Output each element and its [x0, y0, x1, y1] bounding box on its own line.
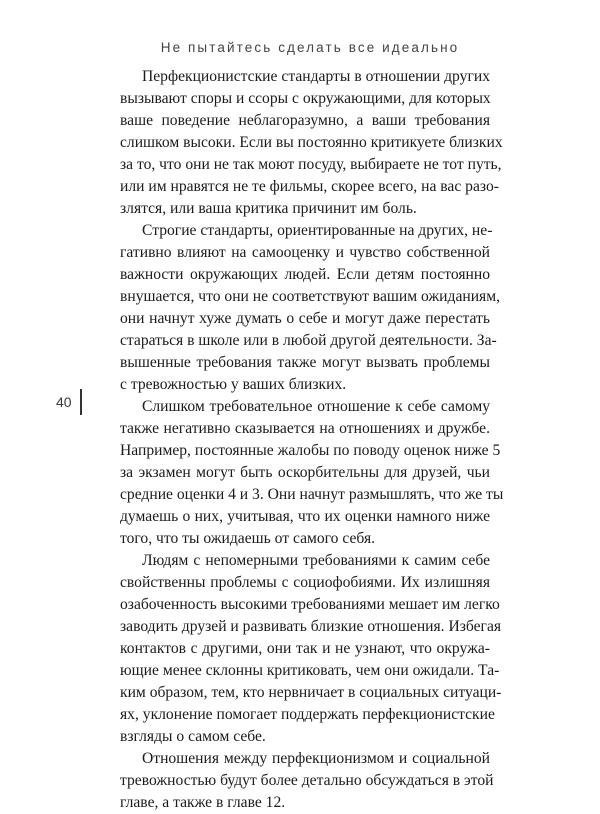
text-line: Перфекционистские стандарты в отношении других: [142, 68, 490, 85]
text-line: главе, а также в главе 12.: [120, 794, 286, 811]
text-line: ваше поведение неблагоразумно, а ваши требования: [120, 112, 490, 129]
text-line: Слишком требовательное отношение к себе самому: [142, 398, 490, 415]
text-line: взгляды о самом себе.: [120, 728, 266, 745]
text-line: гативно влияют на самооценку и чувство собственной: [120, 244, 490, 261]
page-number: 40: [56, 394, 72, 410]
text-line: внушается, что они не соответствуют вашим ожиданиям,: [120, 288, 500, 305]
paragraph: [120, 220, 500, 396]
text-line: контактов с другими, они так и не узнают, что окружа-: [120, 640, 490, 657]
text-line: Строгие стандарты, ориентированные на других, не-: [142, 222, 493, 239]
text-line: ким образом, тем, кто нервничает в социальных ситуаци-: [120, 684, 502, 701]
paragraph: [120, 396, 504, 550]
text-line: или им нравятся не те фильмы, скорее всего, на вас разо-: [120, 178, 499, 195]
text-line: заводить друзей и развивать близкие отношения. Избегая: [120, 618, 502, 635]
text-line: важности окружающих людей. Если детям постоянно: [120, 266, 490, 283]
text-line: за то, что они не так моют посуду, выбираете не тот путь,: [120, 156, 502, 173]
text-line: свойственны проблемы с социофобиями. Их излишняя: [120, 574, 490, 591]
text-line: средние оценки 4 и 3. Они начнут размышлять, что же ты: [120, 486, 504, 503]
text-line: также негативно сказывается на отношениях и дружбе.: [120, 420, 490, 437]
page-number-bar: [80, 389, 82, 415]
text-line: злятся, или ваша критика причинит им боль.: [120, 200, 417, 217]
paragraph: [120, 748, 494, 814]
paragraph: [120, 550, 502, 748]
text-line: ях, уклонение помогает поддержать перфекционистские: [120, 706, 495, 723]
running-head: Не пытайтесь сделать все идеально: [160, 40, 460, 55]
text-line: за экзамен могут быть оскорбительны для друзей, чьи: [120, 464, 490, 481]
text-line: Отношения между перфекционизмом и социальной: [142, 750, 490, 767]
text-line: думаешь о них, учитывая, что их оценки намного ниже: [120, 508, 490, 525]
text-line: стараться в школе или в любой другой деятельности. За-: [120, 332, 497, 349]
text-line: они начнут хуже думать о себе и могут даже перестать: [120, 310, 490, 327]
text-line: Людям с непомерными требованиями к самим себе: [142, 552, 490, 569]
text-line: вышенные требования также могут вызвать проблемы: [120, 354, 490, 371]
body-text: [120, 66, 504, 814]
text-line: слишком высоки. Если вы постоянно критикуете близких: [120, 134, 503, 151]
text-line: тревожностью будут более детально обсуждаться в этой: [120, 772, 494, 789]
text-line: вызывают споры и ссоры с окружающими, для которых: [120, 90, 491, 107]
text-line: Например, постоянные жалобы по поводу оценок ниже 5: [120, 442, 501, 459]
text-line: озабоченность высокими требованиями мешает им легко: [120, 596, 500, 613]
paragraph: [120, 66, 503, 220]
text-line: того, что ты ожидаешь от самого себя.: [120, 530, 376, 547]
text-line: ющие менее склонны критиковать, чем они ожидали. Та-: [120, 662, 500, 679]
text-line: с тревожностью у ваших близких.: [120, 376, 347, 393]
